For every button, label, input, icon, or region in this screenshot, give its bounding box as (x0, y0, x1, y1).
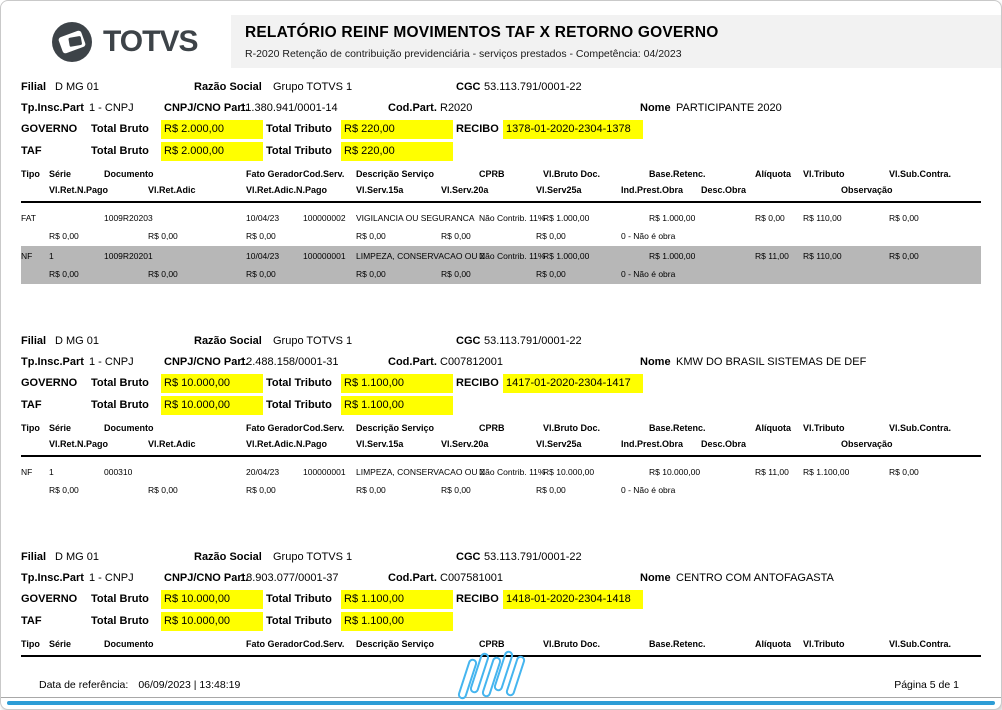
participant-section-3 (21, 546, 981, 657)
participant-row (21, 351, 981, 372)
governo-row (21, 118, 981, 140)
taf-total-tributo-value: R$ 1.100,00 (341, 612, 453, 631)
cod-part-value: R2020 (440, 101, 473, 114)
record-line1: NF 1 1009R20201 10/04/23 100000001 LIMPEZA, CONSERVACAO OU Z Não Contrib. 11% R$ 1.000,00 R$ 1.000,00 R$ 11,00 R$ 110,00 R$ 0,00 (21, 251, 919, 261)
filial-row (21, 76, 981, 97)
taf-row (21, 140, 981, 162)
nome-label: Nome (640, 355, 671, 368)
total-tributo-label: Total Tributo (266, 145, 332, 157)
cnpj-cno-label: CNPJ/CNO Part. (164, 101, 249, 114)
record-line2: R$ 0,00 R$ 0,00 R$ 0,00 R$ 0,00 R$ 0,00 R$ 0,00 0 - Não é obra (49, 269, 676, 279)
recibo-value: 1418-01-2020-2304-1418 (503, 590, 643, 609)
total-bruto-label: Total Bruto (91, 123, 149, 135)
taf-row (21, 394, 981, 416)
nome-value: PARTICIPANTE 2020 (676, 101, 782, 114)
movement-record (21, 246, 981, 284)
totvs-watermark-icon (456, 647, 541, 705)
record-line2: R$ 0,00 R$ 0,00 R$ 0,00 R$ 0,00 R$ 0,00 R$ 0,00 0 - Não é obra (49, 485, 676, 495)
data-referencia-value: 06/09/2023 | 13:48:19 (138, 679, 241, 691)
participant-row (21, 567, 981, 588)
total-tributo-label: Total Tributo (266, 615, 332, 627)
governo-total-tributo-value: R$ 220,00 (341, 120, 453, 139)
totvs-logo-icon (49, 19, 95, 65)
cod-part-value: C007812001 (440, 355, 504, 368)
governo-row (21, 372, 981, 394)
cnpj-cno-value: 11.380.941/0001-14 (240, 101, 338, 114)
tp-insc-value: 1 - CNPJ (89, 101, 134, 114)
movement-record (21, 462, 981, 500)
totvs-logo-text: TOTVS (103, 24, 198, 58)
cgc-value: 53.113.791/0001-22 (484, 550, 582, 563)
taf-row (21, 610, 981, 632)
cnpj-cno-label: CNPJ/CNO Part. (164, 355, 249, 368)
taf-label: TAF (21, 399, 42, 411)
filial-value: D MG 01 (55, 550, 100, 563)
report-content (1, 76, 1001, 657)
taf-total-bruto-value: R$ 2.000,00 (161, 142, 263, 161)
total-tributo-label: Total Tributo (266, 399, 332, 411)
governo-label: GOVERNO (21, 377, 78, 389)
tp-insc-value: 1 - CNPJ (89, 571, 134, 584)
governo-total-bruto-value: R$ 10.000,00 (161, 374, 263, 393)
table-header-line1: Tipo Série Documento Fato Gerador Cod.Serv. Descrição Serviço CPRB Vl.Bruto Doc. Base.Retenc. Alíquota Vl.Tributo Vl.Sub.Contra. (21, 169, 952, 179)
movement-rows (21, 457, 981, 500)
tp-insc-label: Tp.Insc.Part (21, 101, 84, 114)
cod-part-value: C007581001 (440, 571, 504, 584)
total-tributo-label: Total Tributo (266, 593, 332, 605)
filial-label: Filial (21, 334, 47, 347)
governo-row (21, 588, 981, 610)
cnpj-cno-label: CNPJ/CNO Part. (164, 571, 249, 584)
total-bruto-label: Total Bruto (91, 399, 149, 411)
record-line2: R$ 0,00 R$ 0,00 R$ 0,00 R$ 0,00 R$ 0,00 R$ 0,00 0 - Não é obra (49, 231, 676, 241)
filial-row (21, 330, 981, 351)
cgc-value: 53.113.791/0001-22 (484, 334, 582, 347)
razao-social-value: Grupo TOTVS 1 (273, 550, 353, 563)
table-header-line2: Vl.Ret.N.Pago Vl.Ret.Adic Vl.Ret.Adic.N.Pago Vl.Serv.15a Vl.Serv.20a Vl.Serv25a Ind.Prest.Obra Desc.Obra Observação (49, 439, 893, 449)
tp-insc-value: 1 - CNPJ (89, 355, 134, 368)
taf-total-tributo-value: R$ 1.100,00 (341, 396, 453, 415)
governo-total-bruto-value: R$ 10.000,00 (161, 590, 263, 609)
cgc-label: CGC (456, 334, 481, 347)
cod-part-label: Cod.Part. (388, 101, 437, 114)
table-header-line1: Tipo Série Documento Fato Gerador Cod.Serv. Descrição Serviço CPRB Vl.Bruto Doc. Base.Retenc. Alíquota Vl.Tributo Vl.Sub.Contra. (21, 639, 952, 649)
cgc-label: CGC (456, 80, 481, 93)
filial-label: Filial (21, 550, 47, 563)
total-bruto-label: Total Bruto (91, 377, 149, 389)
filial-value: D MG 01 (55, 80, 100, 93)
movement-rows (21, 203, 981, 284)
report-subtitle: R-2020 Retenção de contribuição previdenciária - serviços prestados - Competência: 04/2023 (245, 48, 682, 60)
page-indicator: Página 5 de 1 (894, 679, 959, 691)
table-header-line1: Tipo Série Documento Fato Gerador Cod.Serv. Descrição Serviço CPRB Vl.Bruto Doc. Base.Retenc. Alíquota Vl.Tributo Vl.Sub.Contra. (21, 423, 952, 433)
total-tributo-label: Total Tributo (266, 377, 332, 389)
cgc-value: 53.113.791/0001-22 (484, 80, 582, 93)
participant-section-2 (21, 330, 981, 500)
cnpj-cno-value: 12.488.158/0001-31 (240, 355, 339, 368)
cod-part-label: Cod.Part. (388, 571, 437, 584)
tp-insc-label: Tp.Insc.Part (21, 571, 84, 584)
razao-social-value: Grupo TOTVS 1 (273, 80, 353, 93)
nome-label: Nome (640, 571, 671, 584)
governo-total-bruto-value: R$ 2.000,00 (161, 120, 263, 139)
recibo-label: RECIBO (456, 377, 499, 389)
recibo-value: 1378-01-2020-2304-1378 (503, 120, 643, 139)
taf-label: TAF (21, 615, 42, 627)
razao-social-label: Razão Social (194, 550, 262, 563)
movements-table-header (21, 166, 981, 203)
governo-total-tributo-value: R$ 1.100,00 (341, 374, 453, 393)
nome-value: CENTRO COM ANTOFAGASTA (676, 571, 834, 584)
cnpj-cno-value: 18.903.077/0001-37 (240, 571, 339, 584)
title-band (231, 15, 1001, 68)
record-line1: FAT 1009R20203 10/04/23 100000002 VIGILANCIA OU SEGURANCA Não Contrib. 11% R$ 1.000,00 R$ 1.000,00 R$ 0,00 R$ 110,00 R$ 0,00 (21, 213, 919, 223)
razao-social-label: Razão Social (194, 334, 262, 347)
total-bruto-label: Total Bruto (91, 593, 149, 605)
governo-label: GOVERNO (21, 593, 78, 605)
governo-label: GOVERNO (21, 123, 78, 135)
report-header (1, 1, 1001, 68)
total-bruto-label: Total Bruto (91, 615, 149, 627)
filial-row (21, 546, 981, 567)
table-header-line2: Vl.Ret.N.Pago Vl.Ret.Adic Vl.Ret.Adic.N.Pago Vl.Serv.15a Vl.Serv.20a Vl.Serv25a Ind.Prest.Obra Desc.Obra Observação (49, 185, 893, 195)
totvs-logo (1, 15, 231, 68)
tp-insc-label: Tp.Insc.Part (21, 355, 84, 368)
participant-row (21, 97, 981, 118)
participant-section-1 (21, 76, 981, 284)
nome-label: Nome (640, 101, 671, 114)
governo-total-tributo-value: R$ 1.100,00 (341, 590, 453, 609)
total-tributo-label: Total Tributo (266, 123, 332, 135)
cod-part-label: Cod.Part. (388, 355, 437, 368)
filial-value: D MG 01 (55, 334, 100, 347)
recibo-value: 1417-01-2020-2304-1417 (503, 374, 643, 393)
taf-label: TAF (21, 145, 42, 157)
filial-label: Filial (21, 80, 47, 93)
data-referencia-label: Data de referência: (39, 679, 129, 691)
recibo-label: RECIBO (456, 123, 499, 135)
recibo-label: RECIBO (456, 593, 499, 605)
taf-total-tributo-value: R$ 220,00 (341, 142, 453, 161)
report-title: RELATÓRIO REINF MOVIMENTOS TAF X RETORNO GOVERNO (245, 24, 719, 41)
total-bruto-label: Total Bruto (91, 145, 149, 157)
taf-total-bruto-value: R$ 10.000,00 (161, 612, 263, 631)
nome-value: KMW DO BRASIL SISTEMAS DE DEF (676, 355, 867, 368)
razao-social-value: Grupo TOTVS 1 (273, 334, 353, 347)
record-line1: NF 1 000310 20/04/23 100000001 LIMPEZA, CONSERVACAO OU Z Não Contrib. 11% R$ 10.000,00 R$ 10.000,00 R$ 11,00 R$ 1.100,00 R$ 0,00 (21, 467, 919, 477)
razao-social-label: Razão Social (194, 80, 262, 93)
taf-total-bruto-value: R$ 10.000,00 (161, 396, 263, 415)
movement-record (21, 208, 981, 246)
cgc-label: CGC (456, 550, 481, 563)
movements-table-header (21, 420, 981, 457)
